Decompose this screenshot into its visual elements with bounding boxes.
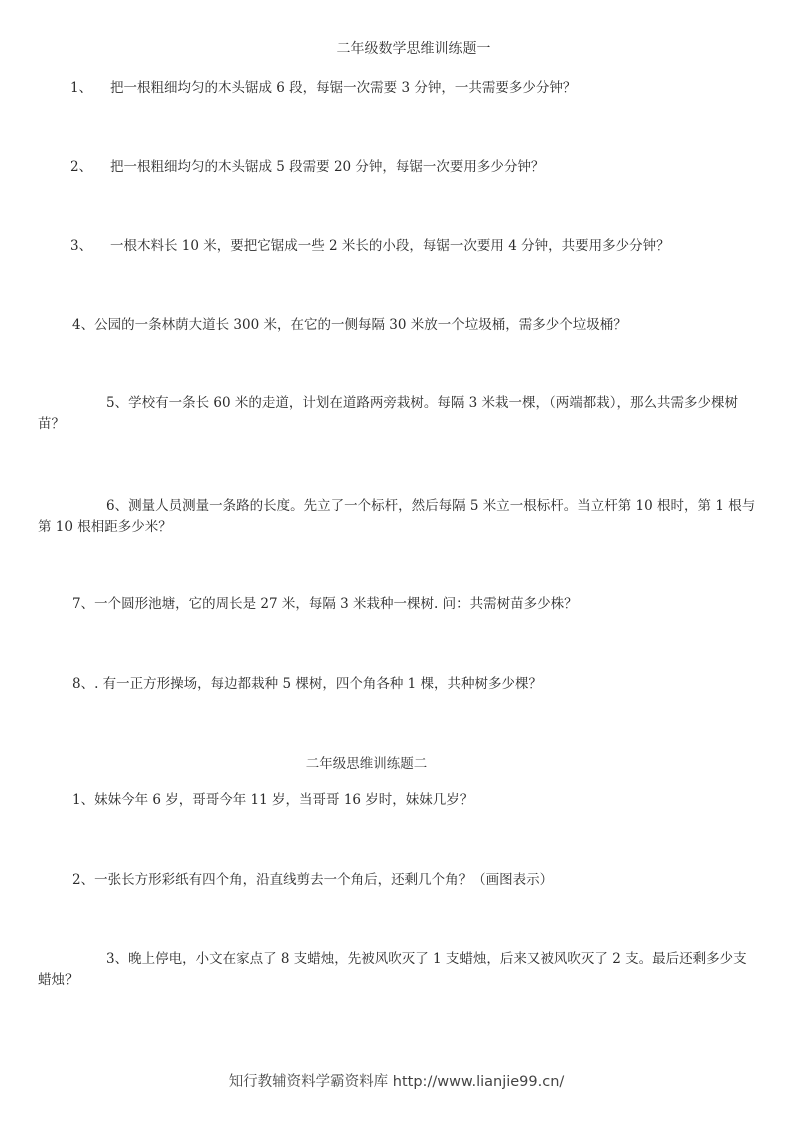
question-1-8: [72, 674, 542, 695]
section-1-title: 二年级数学思维训练题一: [336, 41, 491, 57]
section-2-title: 二年级思维训练题二: [305, 756, 428, 772]
question-number: 2、: [70, 159, 93, 175]
question-text: . 有一正方形操场，每边都栽种 5 棵树，四个角各种 1 棵，共种树多少棵？: [94, 676, 543, 692]
question-number: 3、: [70, 238, 93, 254]
question-2-3: [38, 949, 760, 991]
question-text: 学校有一条长 60 米的走道，计划在道路两旁栽树。每隔 3 米栽一棵，（两端都栽），那么共需多少棵树苗？: [38, 395, 739, 432]
question-number: 6、: [106, 498, 129, 514]
question-1-2: [70, 157, 544, 178]
question-1-6: [38, 496, 760, 538]
question-text: 公园的一条林荫大道长 300 米，在它的一侧每隔 30 米放一个垃圾桶，需多少个垃圾桶？: [94, 317, 627, 333]
question-number: 1、: [70, 80, 93, 96]
question-text: 一张长方形彩纸有四个角，沿直线剪去一个角后，还剩几个角？（画图表示）: [94, 872, 554, 888]
question-number: 1、: [72, 792, 95, 808]
question-number: 7、: [72, 596, 95, 612]
question-text: 晚上停电，小文在家点了 8 支蜡烛，先被风吹灭了 1 支蜡烛，后来又被风吹灭了 2 支。最后还剩多少支蜡烛？: [38, 951, 747, 988]
question-text: 妹妹今年 6 岁，哥哥今年 11 岁，当哥哥 16 岁时，妹妹几岁？: [94, 792, 474, 808]
footer-watermark: 知行教辅资料学霸资料库 http://www.lianjie99.cn/: [228, 1074, 565, 1090]
question-number: 5、: [106, 395, 129, 411]
question-number: 8、: [72, 676, 95, 692]
question-text: 一个圆形池塘，它的周长是 27 米，每隔 3 米栽种一棵树. 问：共需树苗多少株？: [94, 596, 578, 612]
question-1-1: [70, 78, 576, 99]
question-number: 2、: [72, 872, 95, 888]
question-2-2: [72, 870, 553, 891]
question-1-5: [38, 393, 760, 435]
question-1-3: [70, 236, 670, 257]
question-text: 把一根粗细均匀的木头锯成 6 段，每锯一次需要 3 分钟，一共需要多少分钟？: [110, 80, 577, 96]
question-text: 测量人员测量一条路的长度。先立了一个标杆，然后每隔 5 米立一根标杆。当立杆第 10 根时，第 1 根与第 10 根相距多少米？: [38, 498, 756, 535]
question-text: 把一根粗细均匀的木头锯成 5 段需要 20 分钟，每锯一次要用多少分钟？: [110, 159, 545, 175]
question-1-4: [72, 315, 627, 336]
question-number: 4、: [72, 317, 95, 333]
question-2-1: [72, 790, 473, 811]
question-text: 一根木料长 10 米，要把它锯成一些 2 米长的小段，每锯一次要用 4 分钟，共要用多少分钟？: [110, 238, 670, 254]
question-1-7: [72, 594, 578, 615]
question-number: 3、: [106, 951, 129, 967]
